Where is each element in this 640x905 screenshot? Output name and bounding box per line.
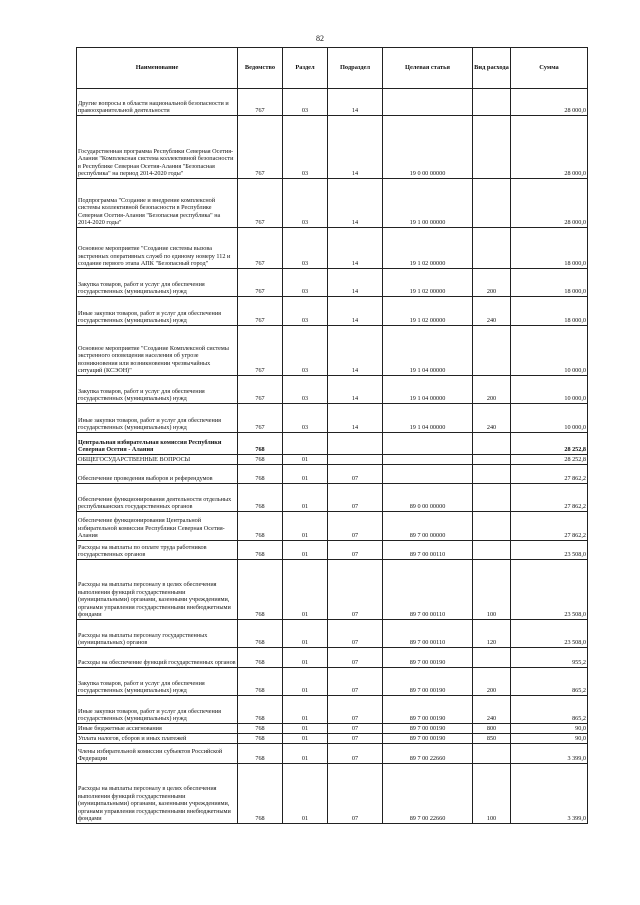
cell-name: Обеспечение функционирования деятельности отдельных республиканских государственных органов: [77, 484, 238, 512]
cell-subsection: 07: [328, 744, 383, 764]
cell-target: 89 7 00 22660: [383, 744, 473, 764]
cell-ministry: 767: [238, 297, 283, 326]
cell-expense-type: [473, 465, 511, 484]
cell-section: 01: [283, 696, 328, 724]
table-row: [77, 179, 588, 228]
cell-section: 03: [283, 89, 328, 116]
table-row: [77, 404, 588, 433]
cell-section: 01: [283, 764, 328, 824]
cell-sum: 865,2: [511, 696, 588, 724]
cell-ministry: 767: [238, 269, 283, 297]
cell-subsection: 14: [328, 376, 383, 404]
cell-target: 89 7 00 00190: [383, 734, 473, 744]
cell-name: Расходы на выплаты персоналу государственных (муниципальных) органов: [77, 620, 238, 648]
cell-expense-type: 100: [473, 764, 511, 824]
cell-name: ОБЩЕГОСУДАРСТВЕННЫЕ ВОПРОСЫ: [77, 455, 238, 465]
table-row: [77, 376, 588, 404]
cell-expense-type: 100: [473, 560, 511, 620]
cell-target: 89 0 00 00000: [383, 484, 473, 512]
header-expense-type: Вид расхода: [473, 48, 511, 89]
cell-ministry: 767: [238, 179, 283, 228]
cell-sum: 3 399,0: [511, 744, 588, 764]
cell-section: 03: [283, 179, 328, 228]
cell-ministry: 768: [238, 744, 283, 764]
cell-expense-type: [473, 541, 511, 560]
cell-target: 19 1 04 00000: [383, 376, 473, 404]
table-row: [77, 455, 588, 465]
cell-name: Закупка товаров, работ и услуг для обеспечения государственных (муниципальных) нужд: [77, 376, 238, 404]
cell-name: Уплата налогов, сборов и иных платежей: [77, 734, 238, 744]
cell-sum: 23 508,0: [511, 560, 588, 620]
cell-sum: 865,2: [511, 668, 588, 696]
table-row: [77, 724, 588, 734]
cell-expense-type: 240: [473, 696, 511, 724]
cell-expense-type: 850: [473, 734, 511, 744]
cell-subsection: 07: [328, 541, 383, 560]
cell-section: 01: [283, 484, 328, 512]
cell-sum: 18 000,0: [511, 297, 588, 326]
cell-subsection: 07: [328, 696, 383, 724]
cell-expense-type: [473, 455, 511, 465]
table-row: [77, 541, 588, 560]
header-name: Наименование: [77, 48, 238, 89]
cell-ministry: 768: [238, 560, 283, 620]
cell-section: 03: [283, 228, 328, 269]
cell-subsection: 07: [328, 560, 383, 620]
cell-sum: 10 000,0: [511, 326, 588, 376]
cell-subsection: 14: [328, 89, 383, 116]
cell-section: 01: [283, 465, 328, 484]
cell-subsection: 14: [328, 404, 383, 433]
cell-name: Расходы на выплаты по оплате труда работников государственных органов: [77, 541, 238, 560]
budget-table: [76, 47, 588, 824]
cell-section: 01: [283, 512, 328, 541]
cell-target: 89 7 00 00110: [383, 541, 473, 560]
cell-target: [383, 465, 473, 484]
table-row: [77, 668, 588, 696]
cell-section: 01: [283, 744, 328, 764]
cell-target: [383, 89, 473, 116]
cell-name: Основное мероприятие "Создание Комплексной системы экстренного оповещения населения об угрозе возникновения или возникновении чрезвычайных ситуаций (КСЭОН)": [77, 326, 238, 376]
cell-target: 89 7 00 00190: [383, 696, 473, 724]
cell-name: Обеспечение функционирования Центральной избирательной комиссии Республики Северная Осетия-Алания: [77, 512, 238, 541]
cell-ministry: 768: [238, 541, 283, 560]
cell-ministry: 768: [238, 648, 283, 668]
cell-name: Закупка товаров, работ и услуг для обеспечения государственных (муниципальных) нужд: [77, 668, 238, 696]
cell-name: Расходы на выплаты персоналу в целях обеспечения выполнения функций государственными (муниципальными) органами, казенными учреждениями, органами управления государственными внебюджетными фондами: [77, 560, 238, 620]
cell-section: [283, 433, 328, 455]
cell-expense-type: [473, 512, 511, 541]
cell-sum: 10 000,0: [511, 376, 588, 404]
cell-subsection: 07: [328, 764, 383, 824]
cell-expense-type: 200: [473, 269, 511, 297]
cell-sum: 27 862,2: [511, 465, 588, 484]
cell-name: Центральная избирательная комиссия Республики Северная Осетия - Алания: [77, 433, 238, 455]
cell-sum: 23 508,0: [511, 541, 588, 560]
table-row: [77, 465, 588, 484]
cell-ministry: 767: [238, 326, 283, 376]
cell-sum: 18 000,0: [511, 269, 588, 297]
cell-ministry: 768: [238, 465, 283, 484]
cell-target: 19 1 02 00000: [383, 269, 473, 297]
cell-target: 19 1 02 00000: [383, 228, 473, 269]
table-row: [77, 228, 588, 269]
cell-expense-type: [473, 179, 511, 228]
cell-sum: 27 862,2: [511, 484, 588, 512]
cell-expense-type: 800: [473, 724, 511, 734]
table-row: [77, 297, 588, 326]
cell-section: 01: [283, 648, 328, 668]
cell-sum: 90,0: [511, 734, 588, 744]
table-header-row: [77, 48, 588, 89]
cell-sum: 23 508,0: [511, 620, 588, 648]
cell-expense-type: [473, 484, 511, 512]
cell-target: 89 7 00 00190: [383, 724, 473, 734]
cell-sum: 10 000,0: [511, 404, 588, 433]
cell-name: Основное мероприятие "Создание системы вызова экстренных оперативных служб по единому номеру 112 и создание первого этапа АПК "Безопасный город": [77, 228, 238, 269]
cell-subsection: 07: [328, 620, 383, 648]
cell-name: Иные бюджетные ассигнования: [77, 724, 238, 734]
cell-ministry: 768: [238, 724, 283, 734]
cell-ministry: 768: [238, 433, 283, 455]
cell-expense-type: [473, 116, 511, 179]
cell-ministry: 768: [238, 484, 283, 512]
cell-expense-type: [473, 433, 511, 455]
cell-subsection: 14: [328, 326, 383, 376]
cell-subsection: 14: [328, 228, 383, 269]
cell-expense-type: [473, 744, 511, 764]
cell-sum: 28 000,0: [511, 89, 588, 116]
cell-section: 03: [283, 297, 328, 326]
table-row: [77, 696, 588, 724]
cell-sum: 28 000,0: [511, 116, 588, 179]
cell-section: 03: [283, 376, 328, 404]
cell-expense-type: 200: [473, 668, 511, 696]
cell-subsection: 07: [328, 668, 383, 696]
cell-subsection: 14: [328, 269, 383, 297]
cell-target: 89 7 00 00000: [383, 512, 473, 541]
cell-section: 01: [283, 560, 328, 620]
cell-subsection: 07: [328, 465, 383, 484]
cell-section: 03: [283, 326, 328, 376]
header-ministry: Ведомство: [238, 48, 283, 89]
cell-name: Иные закупки товаров, работ и услуг для обеспечения государственных (муниципальных) нужд: [77, 297, 238, 326]
cell-ministry: 767: [238, 376, 283, 404]
header-subsection: Подраздел: [328, 48, 383, 89]
cell-target: 19 1 04 00000: [383, 404, 473, 433]
cell-ministry: 767: [238, 89, 283, 116]
cell-expense-type: 240: [473, 297, 511, 326]
cell-ministry: 768: [238, 696, 283, 724]
cell-ministry: 768: [238, 734, 283, 744]
cell-ministry: 768: [238, 668, 283, 696]
cell-target: [383, 433, 473, 455]
cell-subsection: 07: [328, 648, 383, 668]
cell-section: 01: [283, 668, 328, 696]
cell-target: 89 7 00 00190: [383, 668, 473, 696]
cell-name: Члены избирательной комиссии субъектов Российской Федерации: [77, 744, 238, 764]
cell-subsection: 07: [328, 734, 383, 744]
cell-name: Подпрограмма "Создание и внедрение комплексной системы коллективной безопасности в Республике Северная Осетия-Алания "Безопасная республика" на 2014-2020 годы": [77, 179, 238, 228]
cell-sum: 28 252,8: [511, 455, 588, 465]
cell-name: Расходы на выплаты персоналу в целях обеспечения выполнения функций государственными (муниципальными) органами, казенными учреждениями, органами управления государственными внебюджетными фондами: [77, 764, 238, 824]
table-row: [77, 269, 588, 297]
cell-expense-type: 120: [473, 620, 511, 648]
cell-ministry: 767: [238, 116, 283, 179]
cell-sum: 28 252,8: [511, 433, 588, 455]
table-row: [77, 116, 588, 179]
cell-section: 03: [283, 269, 328, 297]
cell-section: 03: [283, 404, 328, 433]
cell-target: 19 1 04 00000: [383, 326, 473, 376]
cell-subsection: 14: [328, 116, 383, 179]
table-row: [77, 734, 588, 744]
cell-sum: 955,2: [511, 648, 588, 668]
cell-section: 01: [283, 620, 328, 648]
cell-target: 19 1 02 00000: [383, 297, 473, 326]
header-section: Раздел: [283, 48, 328, 89]
cell-target: 19 1 00 00000: [383, 179, 473, 228]
cell-subsection: 14: [328, 179, 383, 228]
cell-target: 89 7 00 00110: [383, 620, 473, 648]
header-sum: Сумма: [511, 48, 588, 89]
cell-expense-type: [473, 326, 511, 376]
cell-section: 01: [283, 541, 328, 560]
cell-target: 19 0 00 00000: [383, 116, 473, 179]
cell-ministry: 768: [238, 455, 283, 465]
table-row: [77, 560, 588, 620]
cell-name: Обеспечение проведения выборов и референдумов: [77, 465, 238, 484]
cell-sum: 90,0: [511, 724, 588, 734]
cell-expense-type: [473, 648, 511, 668]
cell-section: 01: [283, 734, 328, 744]
table-row: [77, 89, 588, 116]
table-row: [77, 326, 588, 376]
cell-target: 89 7 00 00110: [383, 560, 473, 620]
cell-sum: 27 862,2: [511, 512, 588, 541]
table-row: [77, 744, 588, 764]
cell-name: Иные закупки товаров, работ и услуг для обеспечения государственных (муниципальных) нужд: [77, 696, 238, 724]
cell-expense-type: 240: [473, 404, 511, 433]
cell-subsection: 07: [328, 724, 383, 734]
cell-target: 89 7 00 00190: [383, 648, 473, 668]
header-target: Целевая статья: [383, 48, 473, 89]
cell-ministry: 768: [238, 512, 283, 541]
cell-sum: 18 000,0: [511, 228, 588, 269]
cell-subsection: 07: [328, 512, 383, 541]
cell-name: Государственная программа Республики Северная Осетия-Алания "Комплексная система коллективной безопасности в Республике Северная Осетия-Алания "Безопасная республика" на период 2014-2020 годы": [77, 116, 238, 179]
cell-target: [383, 455, 473, 465]
table-row: [77, 620, 588, 648]
cell-name: Расходы на обеспечение функций государственных органов: [77, 648, 238, 668]
cell-expense-type: [473, 89, 511, 116]
cell-ministry: 767: [238, 228, 283, 269]
cell-subsection: [328, 433, 383, 455]
cell-target: 89 7 00 22660: [383, 764, 473, 824]
table-row: [77, 512, 588, 541]
cell-expense-type: [473, 228, 511, 269]
cell-sum: 3 399,0: [511, 764, 588, 824]
table-row: [77, 764, 588, 824]
cell-section: 03: [283, 116, 328, 179]
cell-name: Иные закупки товаров, работ и услуг для обеспечения государственных (муниципальных) нужд: [77, 404, 238, 433]
cell-ministry: 768: [238, 620, 283, 648]
page-number: 82: [316, 34, 324, 43]
cell-sum: 28 000,0: [511, 179, 588, 228]
cell-section: 01: [283, 455, 328, 465]
cell-ministry: 767: [238, 404, 283, 433]
table-row: [77, 484, 588, 512]
cell-expense-type: 200: [473, 376, 511, 404]
table-row: [77, 433, 588, 455]
cell-subsection: 07: [328, 484, 383, 512]
cell-section: 01: [283, 724, 328, 734]
cell-name: Другие вопросы в области национальной безопасности и правоохранительной деятельности: [77, 89, 238, 116]
table-row: [77, 648, 588, 668]
cell-ministry: 768: [238, 764, 283, 824]
cell-name: Закупка товаров, работ и услуг для обеспечения государственных (муниципальных) нужд: [77, 269, 238, 297]
cell-subsection: [328, 455, 383, 465]
cell-subsection: 14: [328, 297, 383, 326]
table-body: [77, 89, 588, 824]
